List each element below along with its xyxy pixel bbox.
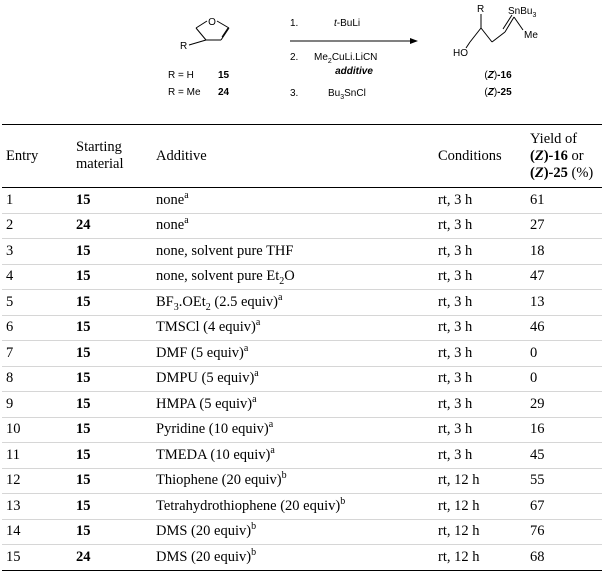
entry-cell: 6	[2, 315, 72, 341]
header-sm-line-1: Starting	[76, 139, 122, 155]
yield-cell: 16	[526, 417, 602, 443]
header-starting-material	[72, 125, 152, 188]
entry-cell: 5	[2, 290, 72, 316]
product-id-25: (Z)-25	[484, 87, 512, 98]
conditions-cell: rt, 12 h	[434, 494, 526, 520]
entry-cell: 9	[2, 392, 72, 418]
starting-material-cell: 24	[72, 213, 152, 239]
header-yield-or: or	[567, 147, 584, 164]
oxygen-label: O	[208, 17, 216, 28]
header-yield-z25: (Z)-25	[530, 164, 568, 181]
yield-cell: 61	[526, 188, 602, 214]
additive-cell: DMS (20 equiv)$^b$	[152, 519, 434, 545]
additive-cell: TMSCl (4 equiv)$^a$	[152, 315, 434, 341]
yield-cell: 67	[526, 494, 602, 520]
yield-cell: 0	[526, 366, 602, 392]
yield-cell: 27	[526, 213, 602, 239]
step-3-reagent: $Bu_3SnCl$	[328, 88, 366, 101]
step-1-reagent: t-BuLi	[334, 18, 361, 29]
conditions-cell: rt, 12 h	[434, 545, 526, 571]
entry-cell: 15	[2, 545, 72, 571]
footnote-marker: a	[268, 419, 274, 431]
table-row	[2, 213, 602, 239]
footnote-marker: b	[251, 546, 257, 558]
yield-cell: 68	[526, 545, 602, 571]
additive-cell: TMEDA (10 equiv)$^a$	[152, 443, 434, 469]
reactant-def-eq-1: R = H	[168, 70, 194, 81]
additive-cell: DMPU (5 equiv)$^a$	[152, 366, 434, 392]
table-header	[2, 125, 602, 188]
additive-cell: DMF (5 equiv)$^a$	[152, 341, 434, 367]
header-yield-line-1: Yield of	[530, 130, 578, 147]
conditions-cell: rt, 3 h	[434, 290, 526, 316]
header-additive: Additive	[152, 125, 434, 188]
product-ho-label: HO	[453, 48, 468, 59]
additive-cell: Pyridine (10 equiv)$^a$	[152, 417, 434, 443]
arrow-head-icon	[410, 38, 418, 44]
conditions-cell: rt, 3 h	[434, 443, 526, 469]
step-2-number: 2.	[290, 52, 299, 63]
entry-cell: 10	[2, 417, 72, 443]
reactant-def-num-2: 24	[218, 87, 230, 98]
footnote-marker: a	[243, 342, 249, 354]
conditions-cell: rt, 3 h	[434, 239, 526, 265]
table-row	[2, 519, 602, 545]
conditions-cell: rt, 12 h	[434, 519, 526, 545]
conditions-cell: rt, 3 h	[434, 213, 526, 239]
vinylstannane-product-structure	[466, 14, 523, 48]
header-yield-pct: (%)	[567, 164, 594, 181]
table-row	[2, 239, 602, 265]
results-table	[2, 124, 602, 571]
yield-cell: 76	[526, 519, 602, 545]
table-row	[2, 494, 602, 520]
starting-material-cell: 15	[72, 468, 152, 494]
step-2-reagent: $Me_2CuLi.LiCN$	[314, 52, 378, 65]
footnote-marker: a	[252, 393, 257, 405]
reactant-def-eq-2: R = Me	[168, 87, 201, 98]
yield-cell: 47	[526, 264, 602, 290]
conditions-cell: rt, 3 h	[434, 315, 526, 341]
starting-material-cell: 15	[72, 366, 152, 392]
footnote-marker: a	[255, 317, 261, 329]
table-row	[2, 188, 602, 214]
reaction-scheme	[0, 0, 605, 118]
reactant-def-num-1: 15	[218, 70, 230, 81]
footnote-marker: a	[184, 189, 189, 201]
starting-material-cell: 15	[72, 239, 152, 265]
starting-material-cell: 15	[72, 264, 152, 290]
starting-material-cell: 15	[72, 392, 152, 418]
table-row	[2, 468, 602, 494]
yield-cell: 46	[526, 315, 602, 341]
starting-material-cell: 15	[72, 494, 152, 520]
yield-cell: 13	[526, 290, 602, 316]
product-me-label: Me	[524, 30, 538, 41]
starting-material-cell: 15	[72, 341, 152, 367]
entry-cell: 11	[2, 443, 72, 469]
footnote-marker: b	[281, 470, 287, 482]
entry-cell: 1	[2, 188, 72, 214]
table-row	[2, 366, 602, 392]
table-body	[2, 188, 602, 571]
conditions-cell: rt, 3 h	[434, 417, 526, 443]
entry-cell: 4	[2, 264, 72, 290]
product-r-label: R	[477, 4, 485, 15]
additive-cell: HMPA (5 equiv)$^a$	[152, 392, 434, 418]
starting-material-cell: 15	[72, 290, 152, 316]
header-yield-z16: (Z)-16	[530, 147, 568, 164]
additive-cell: Tetrahydrothiophene (20 equiv)$^b$	[152, 494, 434, 520]
table-row	[2, 392, 602, 418]
starting-material-cell: 24	[72, 545, 152, 571]
table-row	[2, 315, 602, 341]
footnote-marker: a	[277, 291, 283, 303]
yield-cell: 45	[526, 443, 602, 469]
starting-material-cell: 15	[72, 519, 152, 545]
reactant-r-label: R	[180, 41, 188, 52]
additive-cell: none, solvent pure THF	[152, 239, 434, 265]
footnote-marker: b	[251, 521, 257, 533]
conditions-cell: rt, 3 h	[434, 366, 526, 392]
entry-cell: 7	[2, 341, 72, 367]
product-id-16: (Z)-16	[484, 70, 512, 81]
additive-cell: none$^a$	[152, 213, 434, 239]
entry-cell: 2	[2, 213, 72, 239]
table-row	[2, 264, 602, 290]
additive-cell: DMS (20 equiv)$^b$	[152, 545, 434, 571]
footnote-marker: a	[270, 444, 275, 456]
footnote-marker: a	[184, 215, 189, 227]
header-conditions: Conditions	[434, 125, 526, 188]
table-row	[2, 443, 602, 469]
conditions-cell: rt, 3 h	[434, 264, 526, 290]
header-entry: Entry	[2, 125, 72, 188]
entry-cell: 13	[2, 494, 72, 520]
yield-cell: 29	[526, 392, 602, 418]
yield-cell: 18	[526, 239, 602, 265]
table-row	[2, 545, 602, 571]
table-row	[2, 341, 602, 367]
entry-cell: 8	[2, 366, 72, 392]
step-1-number: 1.	[290, 18, 299, 29]
additive-cell: $BF_3.OEt_2$ (2.5 equiv)$^a$	[152, 290, 434, 316]
header-sm-line-2: material	[76, 156, 124, 172]
conditions-cell: rt, 3 h	[434, 392, 526, 418]
entry-cell: 3	[2, 239, 72, 265]
entry-cell: 12	[2, 468, 72, 494]
starting-material-cell: 15	[72, 188, 152, 214]
starting-material-cell: 15	[72, 443, 152, 469]
product-sn-label: SnBu$_3$	[508, 6, 537, 19]
additive-cell: none, solvent pure $Et_2O$	[152, 264, 434, 290]
footnote-marker: a	[254, 368, 259, 380]
table-row	[2, 290, 602, 316]
conditions-cell: rt, 3 h	[434, 341, 526, 367]
table-row	[2, 417, 602, 443]
starting-material-cell: 15	[72, 417, 152, 443]
step-3-number: 3.	[290, 88, 299, 99]
entry-cell: 14	[2, 519, 72, 545]
conditions-cell: rt, 12 h	[434, 468, 526, 494]
starting-material-cell: 15	[72, 315, 152, 341]
additive-cell: Thiophene (20 equiv)$^b$	[152, 468, 434, 494]
footnote-marker: b	[340, 495, 346, 507]
yield-cell: 0	[526, 341, 602, 367]
conditions-cell: rt, 3 h	[434, 188, 526, 214]
additive-cell: none$^a$	[152, 188, 434, 214]
header-yield	[526, 125, 602, 188]
step-2-additive: additive	[335, 66, 373, 77]
yield-cell: 55	[526, 468, 602, 494]
